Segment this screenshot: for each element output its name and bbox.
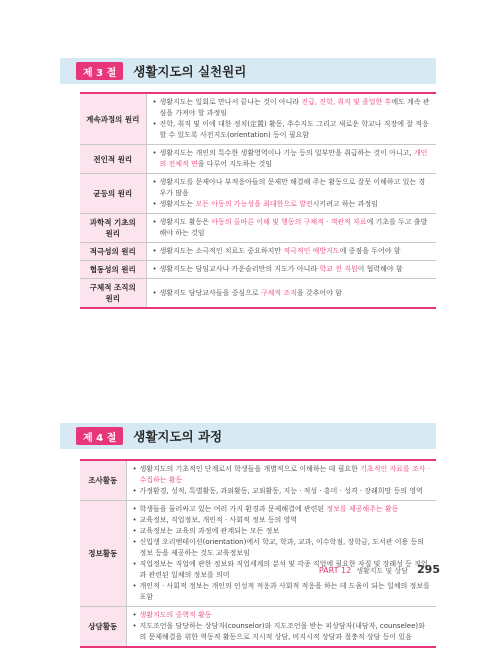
row-content xyxy=(146,261,436,279)
process-table xyxy=(80,459,436,648)
highlight-text: 개인의 전체적 면 xyxy=(159,149,428,168)
body-text: 가정환경, 성적, 특별활동, 과외활동, 교외활동, 지능 · 적성 · 흥미 · 성격 · 장래희망 등의 영역 xyxy=(139,487,423,495)
process-row xyxy=(80,607,436,648)
section-4-title: 생활지도의 과정 xyxy=(133,429,223,444)
bullet-item xyxy=(153,246,431,257)
bullet-item xyxy=(153,217,431,239)
body-text: 직업정보는 직업에 관한 정보와 직업세계의 분석 및 각종 직업에 필요한 자질 및 장래성 등 직업과 관련된 일체의 정보를 의미 xyxy=(139,560,428,579)
highlight-text: 모든 아동의 가능성을 최대한으로 발전 xyxy=(195,200,313,208)
row-content xyxy=(126,460,436,501)
row-content xyxy=(126,607,436,648)
principle-row xyxy=(80,174,436,214)
bullet-item xyxy=(133,486,431,497)
highlight-text: 아동의 올바른 이해 및 행동의 구체적 · 객관적 자료 xyxy=(211,218,367,226)
body-text: 지도조언을 담당하는 상담자(counselor)와 지도조언을 받는 피상담자(내담자, counselee)와의 문제해결을 위한 역동적 활동으로 지시적 상담, 비지시적 상담과 절충적 상담 등이 있음 xyxy=(139,622,425,641)
highlight-text: 생활지도의 중핵적 활동 xyxy=(139,611,212,619)
row-label: 상담활동 xyxy=(80,607,126,648)
body-text: 교육정보, 직업정보, 개인적 · 사회적 정보 등의 영역 xyxy=(139,516,297,524)
principle-row xyxy=(80,243,436,261)
bullet-item xyxy=(153,288,431,299)
body-text: 생활지도를 문제아나 부적응아들의 문제만 해결해 주는 활동으로 잘못 이해하고 있는 경우가 많음 xyxy=(159,178,426,197)
bullet-item xyxy=(133,610,431,621)
bullet-item xyxy=(133,515,431,526)
principle-row xyxy=(80,93,436,145)
bullet-item xyxy=(133,537,431,559)
highlight-text: 구체적 조직 xyxy=(260,288,297,297)
row-content xyxy=(146,93,436,145)
row-content xyxy=(146,279,436,309)
bullet-item xyxy=(153,97,431,119)
bullet-item xyxy=(133,526,431,537)
body-text: 생활지도는 소극적인 치료도 중요하지만 xyxy=(159,247,284,255)
row-label: 구체적 조직의 원리 xyxy=(80,279,146,309)
row-label: 균등의 원리 xyxy=(80,174,146,214)
section-3-badge: 제 3 절 xyxy=(76,62,123,80)
page-number: 295 xyxy=(417,563,440,576)
row-content xyxy=(146,145,436,174)
row-label: 과학적 기초의 원리 xyxy=(80,214,146,243)
principles-table xyxy=(80,92,436,309)
body-text: 시키려고 하는 과정임 xyxy=(312,200,378,208)
process-row xyxy=(80,501,436,607)
footer-part: PART 12 xyxy=(318,566,352,575)
bullet-item xyxy=(133,504,431,515)
row-content xyxy=(146,214,436,243)
row-label: 전인적 원리 xyxy=(80,145,146,174)
row-label: 조사활동 xyxy=(80,460,126,501)
bullet-item xyxy=(153,148,431,170)
body-text: 개인적 · 사회적 정보는 개인의 인성적 적응과 사회적 적응을 하는 데 도움이 되는 일체의 정보를 포함 xyxy=(139,582,430,601)
footer-subject: 생활지도 및 상담 xyxy=(356,567,409,575)
body-text: 진학, 취직 및 이에 대한 정치(定置) 활동, 추수지도 그리고 새로운 학교나 직장에 잘 적응할 수 있도록 사전지도(orientation) 등이 필요함 xyxy=(159,120,429,139)
row-label: 적극성의 원리 xyxy=(80,243,146,261)
row-label: 협동성의 원리 xyxy=(80,261,146,279)
highlight-text: 진급, 진학, 취직 및 졸업한 후 xyxy=(301,98,392,106)
row-content xyxy=(126,501,436,607)
body-text: 생활지도는 개인의 특수한 생활영역이나 기능 등의 일부만을 취급하는 것이 아니고, xyxy=(159,149,414,157)
bullet-item xyxy=(153,119,431,141)
body-text: 생활지도 활동은 xyxy=(159,218,212,226)
highlight-text: 적극적인 예방지도 xyxy=(283,247,340,255)
section-3-title: 생활지도의 실천원리 xyxy=(133,64,247,79)
body-text: 생활지도는 담임교사나 카운슬러만의 지도가 아니라 xyxy=(159,265,320,273)
highlight-text: 기초적인 자료를 조사 · 수집하는 활동 xyxy=(139,465,430,484)
page-footer xyxy=(319,563,440,576)
principle-row xyxy=(80,279,436,309)
body-text: 에도 계속 관심을 가져야 할 과정임 xyxy=(159,98,430,117)
principle-row xyxy=(80,261,436,279)
process-row xyxy=(80,460,436,501)
body-text: 에 중점을 두어야 함 xyxy=(339,247,401,255)
body-text: 생활지도 담당교사들을 중심으로 xyxy=(159,288,261,297)
section-3-header xyxy=(60,58,436,84)
body-text: 에 기초를 두고 출발해야 하는 것임 xyxy=(159,218,428,237)
body-text: 을 다루어 지도하는 것임 xyxy=(197,160,273,168)
section-4-header xyxy=(60,423,436,449)
highlight-text: 정보를 제공해주는 활동 xyxy=(326,505,399,513)
body-text: 학생들을 둘러싸고 있는 여러 가지 환경과 문제해결에 관련된 xyxy=(139,505,327,513)
body-text: 신입생 오리엔테이션(orientation)에서 학교, 학과, 교과, 이수학점, 장학금, 도서관 이용 등의 정보 등을 제공하는 것도 교육정보임 xyxy=(139,538,425,557)
row-content xyxy=(146,174,436,214)
bullet-item xyxy=(153,264,431,275)
body-text: 생활지도의 기초적인 단계로서 학생들을 개별적으로 이해하는 데 필요한 xyxy=(139,465,361,473)
bullet-item xyxy=(133,581,431,603)
body-text: 생활지도는 일회로 만나서 끝나는 것이 아니라 xyxy=(159,98,302,106)
bullet-item xyxy=(133,621,431,643)
bullet-item xyxy=(153,177,431,199)
highlight-text: 학교 전 직원 xyxy=(319,265,358,273)
body-text: 이 협력해야 함 xyxy=(357,265,403,273)
row-label: 계속과정의 원리 xyxy=(80,93,146,145)
row-content xyxy=(146,243,436,261)
principle-row xyxy=(80,145,436,174)
row-label: 정보활동 xyxy=(80,501,126,607)
principle-row xyxy=(80,214,436,243)
body-text: 을 갖추어야 함 xyxy=(296,288,342,297)
bullet-item xyxy=(153,199,431,210)
body-text: 교육정보는 교육의 과정에 관계되는 모든 정보 xyxy=(139,527,280,535)
section-4-badge: 제 4 절 xyxy=(76,427,123,445)
body-text: 생활지도는 xyxy=(159,200,196,208)
bullet-item xyxy=(133,464,431,486)
